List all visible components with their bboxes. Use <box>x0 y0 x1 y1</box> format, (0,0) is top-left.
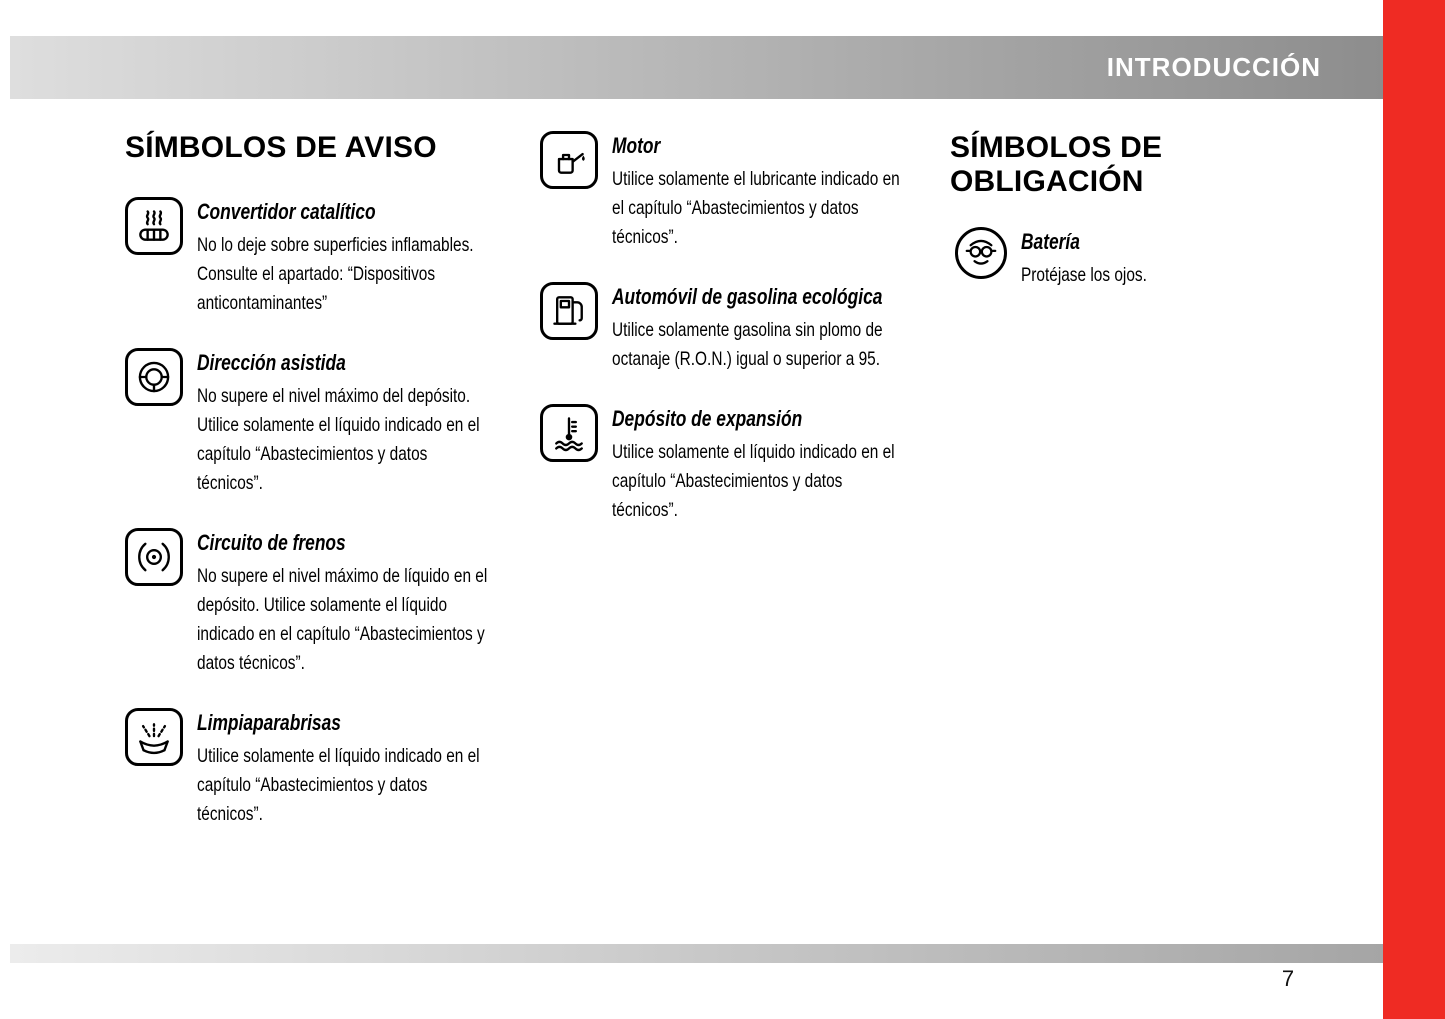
symbol-description: No supere el nivel máximo de líquido en el depósito. Utilice solamente el líquido indicado en el capítulo “Abastecimientos y datos técnicos”. <box>197 565 488 674</box>
symbol-description: Protéjase los ojos. <box>1021 264 1147 286</box>
symbol-item-battery-eye-protection <box>950 227 1210 290</box>
symbol-item-unleaded-fuel <box>540 282 980 374</box>
brake-circuit-icon <box>125 528 183 586</box>
catalytic-converter-icon <box>125 197 183 255</box>
chapter-title: INTRODUCCIÓN <box>1106 52 1321 82</box>
symbol-item-windscreen-washer <box>125 708 565 829</box>
obligation-symbols-column <box>950 131 1210 320</box>
footer-rule-bar <box>10 944 1383 963</box>
symbol-item-engine-oil <box>540 131 980 252</box>
eye-protection-icon <box>955 227 1007 279</box>
warning-symbols-column-2 <box>540 131 980 555</box>
obligation-section-title: SÍMBOLOS DE OBLIGACIÓN <box>950 131 1163 198</box>
symbol-title: Batería <box>1021 229 1080 254</box>
steering-wheel-icon <box>125 348 183 406</box>
symbol-item-brake-circuit <box>125 528 565 678</box>
symbol-title: Depósito de expansión <box>612 406 803 431</box>
windscreen-washer-icon <box>125 708 183 766</box>
engine-oil-icon <box>540 131 598 189</box>
symbol-description: Utilice solamente gasolina sin plomo de octanaje (R.O.N.) igual o superior a 95. <box>612 319 883 370</box>
chapter-header-bar <box>10 36 1383 99</box>
red-side-band <box>1383 0 1445 1019</box>
symbol-title: Convertidor catalítico <box>197 199 376 224</box>
symbol-description: No supere el nivel máximo del depósito. Utilice solamente el líquido indicado en el capítulo “Abastecimientos y datos técnicos”. <box>197 385 480 494</box>
symbol-title: Limpiaparabrisas <box>197 710 341 735</box>
warning-section-title: SÍMBOLOS DE AVISO <box>125 131 437 164</box>
expansion-tank-icon <box>540 404 598 462</box>
symbol-item-power-steering <box>125 348 565 498</box>
page-number: 7 <box>1281 966 1295 991</box>
warning-symbols-column-1 <box>125 131 565 859</box>
symbol-description: No lo deje sobre superficies inflamables. Consulte el apartado: “Dispositivos anticontaminantes” <box>197 234 474 314</box>
symbol-title: Circuito de frenos <box>197 530 346 555</box>
symbol-description: Utilice solamente el líquido indicado en el capítulo “Abastecimientos y datos técnicos”. <box>612 441 895 521</box>
fuel-pump-icon <box>540 282 598 340</box>
symbol-title: Automóvil de gasolina ecológica <box>612 284 883 309</box>
symbol-title: Dirección asistida <box>197 350 346 375</box>
symbol-title: Motor <box>612 133 661 158</box>
symbol-item-expansion-tank <box>540 404 980 525</box>
symbol-item-catalytic-converter <box>125 197 565 318</box>
symbol-description: Utilice solamente el lubricante indicado en el capítulo “Abastecimientos y datos técnicos”. <box>612 168 900 248</box>
symbol-description: Utilice solamente el líquido indicado en el capítulo “Abastecimientos y datos técnicos”. <box>197 745 480 825</box>
